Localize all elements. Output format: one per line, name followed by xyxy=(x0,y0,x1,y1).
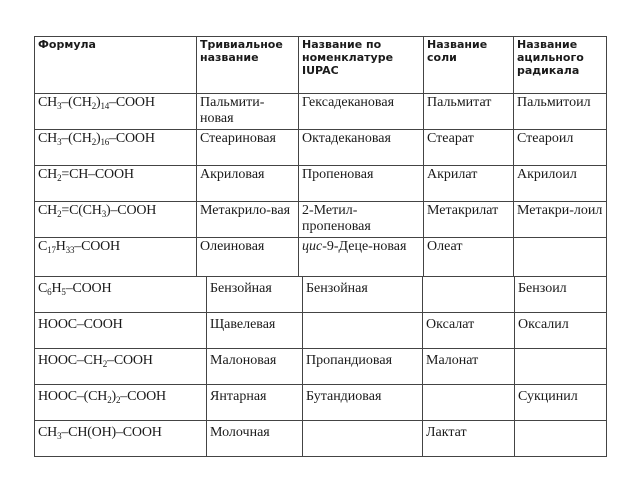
acyl-cell xyxy=(514,238,607,277)
acyl-cell: Оксалил xyxy=(515,313,607,349)
iupac-cell xyxy=(303,313,423,349)
acyl-cell: Пальмитоил xyxy=(514,94,607,130)
header-salt: Название соли xyxy=(424,37,514,94)
iupac-cell: Гексадекановая xyxy=(299,94,424,130)
trivial-cell: Акриловая xyxy=(197,166,299,202)
acyl-cell: Стеароил xyxy=(514,130,607,166)
header-row xyxy=(35,37,607,94)
trivial-cell: Стеариновая xyxy=(197,130,299,166)
formula-cell: $CH_2=CH$–COOH xyxy=(35,166,197,202)
iupac-cell: 2-Метил-пропеновая xyxy=(299,202,424,238)
trivial-cell: Бензойная xyxy=(207,277,303,313)
formula-cell: $CH_3-(CH_2)_{16}$–COOH xyxy=(35,130,197,166)
iupac-prefix: цис xyxy=(302,239,323,254)
salt-cell: Пальмитат xyxy=(424,94,514,130)
header-trivial: Тривиальное название xyxy=(197,37,299,94)
table-row xyxy=(35,277,607,313)
iupac-cell: Бензойная xyxy=(303,277,423,313)
table-row xyxy=(35,385,607,421)
table-row xyxy=(35,202,607,238)
formula-cell: $CH_2=C(CH_3)$–COOH xyxy=(35,202,197,238)
table-row xyxy=(35,313,607,349)
header-formula: Формула xyxy=(35,37,197,94)
table-row xyxy=(35,421,607,457)
acyl-cell: Бензоил xyxy=(515,277,607,313)
acyl-cell xyxy=(515,421,607,457)
iupac-cell: цис-9-Децe-новая xyxy=(299,238,424,277)
iupac-cell: Пропеновая xyxy=(299,166,424,202)
acyl-cell: Акрилоил xyxy=(514,166,607,202)
acyl-cell: Сукцинил xyxy=(515,385,607,421)
formula-cell: $CH_3-(CH_2)_{14}$–COOH xyxy=(35,94,197,130)
iupac-cell: Бутандиовая xyxy=(303,385,423,421)
table-row xyxy=(35,238,607,277)
iupac-cell: Октадекановая xyxy=(299,130,424,166)
formula-cell: $C_{17}H_{33}$–COOH xyxy=(35,238,197,277)
iupac-cell xyxy=(303,421,423,457)
salt-cell: Малонат xyxy=(423,349,515,385)
salt-cell xyxy=(423,277,515,313)
trivial-cell: Малоновая xyxy=(207,349,303,385)
salt-cell: Оксалат xyxy=(423,313,515,349)
table-row xyxy=(35,94,607,130)
salt-cell: Акрилат xyxy=(424,166,514,202)
acids-table-top xyxy=(34,36,607,277)
trivial-cell: Пальмити-новая xyxy=(197,94,299,130)
table-row xyxy=(35,130,607,166)
formula-cell: $C_6H_5$–COOH xyxy=(35,277,207,313)
acyl-cell xyxy=(515,349,607,385)
trivial-cell: Олеиновая xyxy=(197,238,299,277)
trivial-cell: Янтарная xyxy=(207,385,303,421)
salt-cell: Метакрилат xyxy=(424,202,514,238)
iupac-cell: Пропандиовая xyxy=(303,349,423,385)
trivial-cell: Метакрило-вая xyxy=(197,202,299,238)
trivial-cell: Щавелевая xyxy=(207,313,303,349)
formula-cell: $CH_3-CH(OH)$–COOH xyxy=(35,421,207,457)
trivial-cell: Молочная xyxy=(207,421,303,457)
table-row xyxy=(35,349,607,385)
acids-table-bottom xyxy=(34,276,607,457)
salt-cell xyxy=(423,385,515,421)
salt-cell: Олеат xyxy=(424,238,514,277)
formula-cell: HOOC–$CH_2$–COOH xyxy=(35,349,207,385)
table-row xyxy=(35,166,607,202)
salt-cell: Стеарат xyxy=(424,130,514,166)
formula-cell: HOOC–$(CH_2)_2$–COOH xyxy=(35,385,207,421)
salt-cell: Лактат xyxy=(423,421,515,457)
acyl-cell: Метакри-лоил xyxy=(514,202,607,238)
header-acyl: Название ацильного радикала xyxy=(514,37,607,94)
header-iupac: Название по номенклатуре IUPAC xyxy=(299,37,424,94)
formula-cell: HOOC–COOH xyxy=(35,313,207,349)
